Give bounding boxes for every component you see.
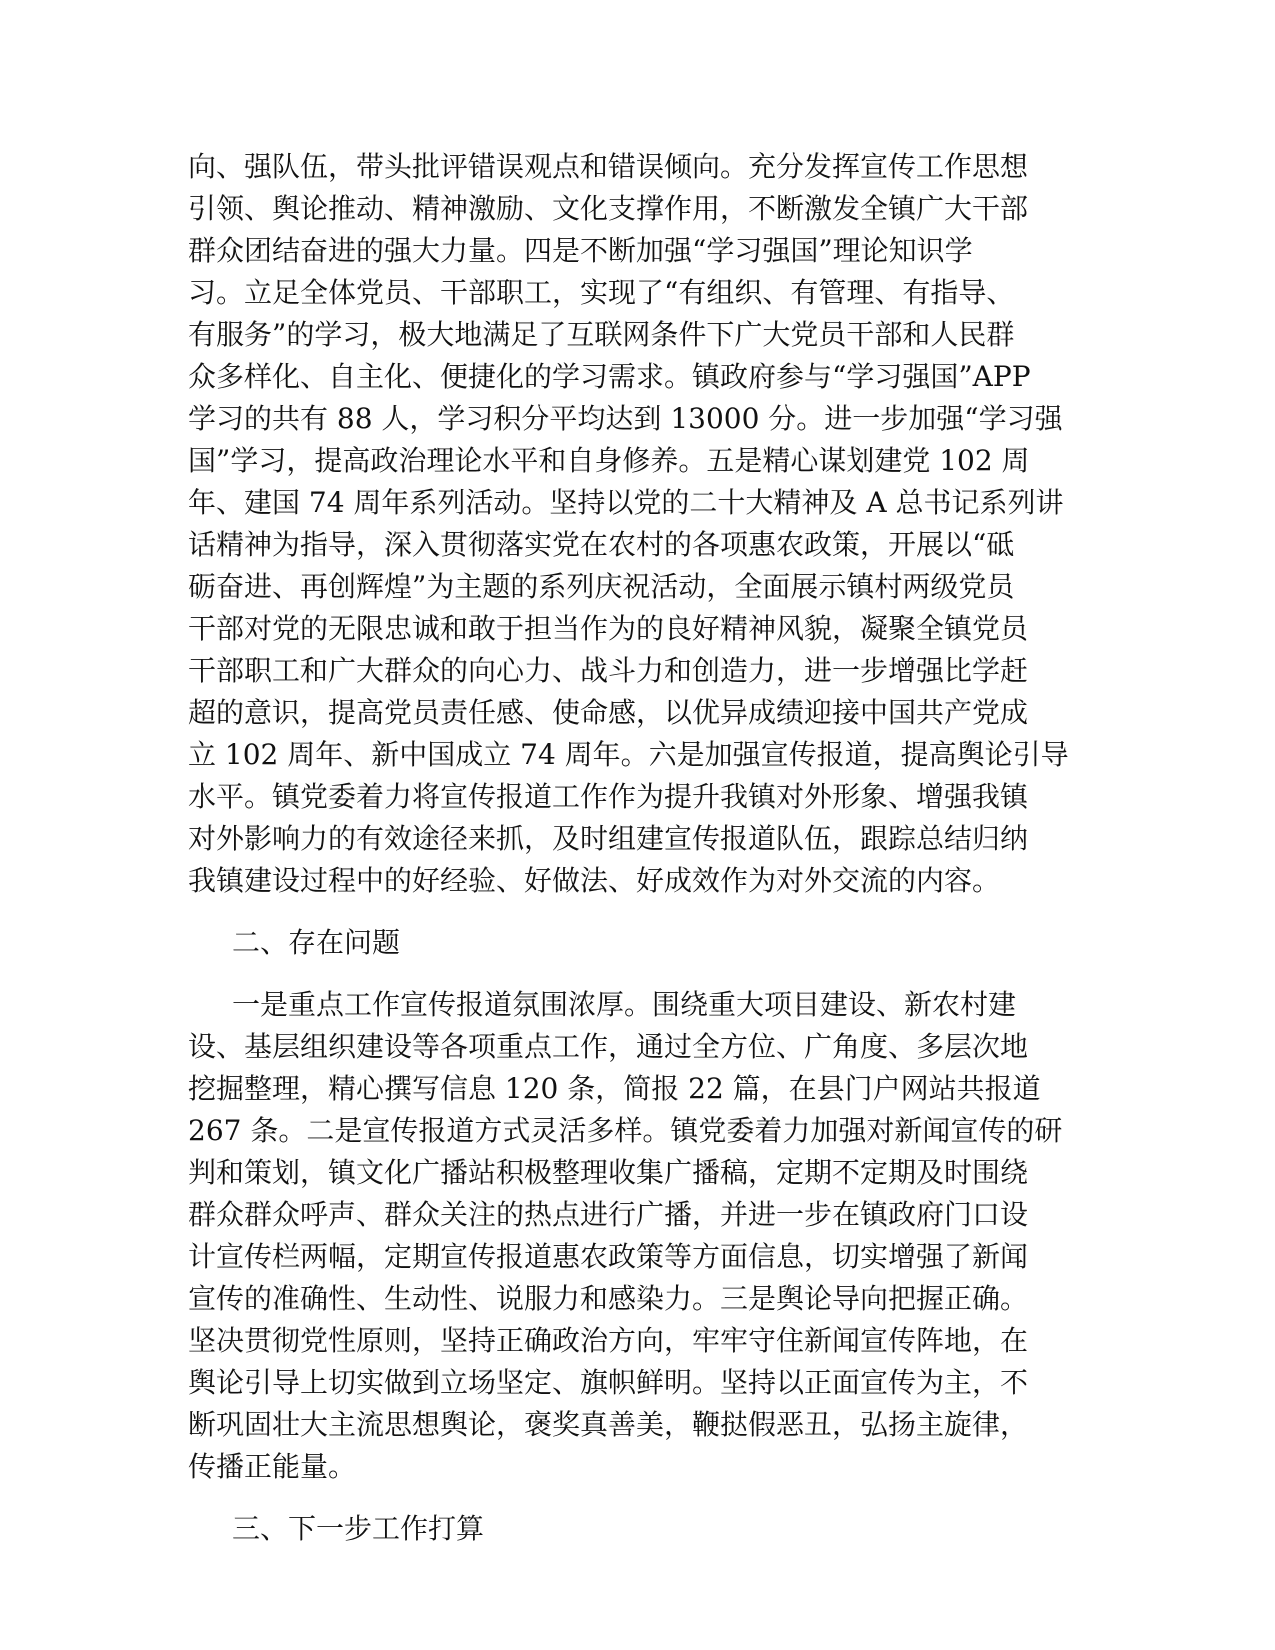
section-heading-next-steps: 三、下一步工作打算 [232,1512,485,1545]
paragraph-line: 坚决贯彻党性原则，坚持正确政治方向，牢牢守住新闻宣传阵地，在 [188,1324,1029,1357]
paragraph-line: 习。立足全体党员、干部职工，实现了“有组织、有管理、有指导、 [188,276,1015,309]
paragraph-line: 群众群众呼声、群众关注的热点进行广播，并进一步在镇政府门口设 [188,1198,1029,1231]
paragraph-line: 断巩固壮大主流思想舆论，褒奖真善美，鞭挞假恶丑，弘扬主旋律， [188,1408,1029,1441]
paragraph-line: 年、建国 74 周年系列活动。坚持以党的二十大精神及 A 总书记系列讲 [188,486,1064,519]
section-heading-problems: 二、存在问题 [232,926,401,959]
paragraph-line: 干部职工和广大群众的向心力、战斗力和创造力，进一步增强比学赶 [188,654,1029,687]
paragraph-line: 干部对党的无限忠诚和敢于担当作为的良好精神风貌，凝聚全镇党员 [188,612,1029,645]
paragraph-line: 群众团结奋进的强大力量。四是不断加强“学习强国”理论知识学 [188,234,973,267]
paragraph-line: 舆论引导上切实做到立场坚定、旗帜鲜明。坚持以正面宣传为主，不 [188,1366,1029,1399]
paragraph-line: 宣传的准确性、生动性、说服力和感染力。三是舆论导向把握正确。 [188,1282,1029,1315]
paragraph-spacer [188,964,1088,984]
paragraph-line: 判和策划，镇文化广播站积极整理收集广播稿，定期不定期及时围绕 [188,1156,1029,1189]
paragraph-line: 众多样化、自主化、便捷化的学习需求。镇政府参与“学习强国”APP [188,360,1031,393]
paragraph-line: 对外影响力的有效途径来抓，及时组建宣传报道队伍，跟踪总结归纳 [188,822,1029,855]
paragraph-spacer [188,1488,1088,1508]
paragraph-line: 向、强队伍，带头批评错误观点和错误倾向。充分发挥宣传工作思想 [188,150,1029,183]
paragraph-line: 话精神为指导，深入贯彻落实党在农村的各项惠农政策，开展以“砥 [188,528,1015,561]
paragraph-line: 立 102 周年、新中国成立 74 周年。六是加强宣传报道，提高舆论引导 [188,738,1069,771]
paragraph-line: 超的意识，提高党员责任感、使命感，以优异成绩迎接中国共产党成 [188,696,1029,729]
paragraph-line: 砺奋进、再创辉煌”为主题的系列庆祝活动，全面展示镇村两级党员 [188,570,1015,603]
paragraph-line: 267 条。二是宣传报道方式灵活多样。镇党委着力加强对新闻宣传的研 [188,1114,1063,1147]
paragraph-line: 我镇建设过程中的好经验、好做法、好成效作为对外交流的内容。 [188,864,1001,897]
paragraph-line: 国”学习，提高政治理论水平和自身修养。五是精心谋划建党 102 周 [188,444,1030,477]
paragraph-line: 学习的共有 88 人，学习积分平均达到 13000 分。进一步加强“学习强 [188,402,1063,435]
paragraph-line: 挖掘整理，精心撰写信息 120 条，简报 22 篇，在县门户网站共报道 [188,1072,1041,1105]
paragraph-line: 水平。镇党委着力将宣传报道工作作为提升我镇对外形象、增强我镇 [188,780,1029,813]
document-body [188,146,1088,1550]
paragraph-spacer [188,902,1088,922]
paragraph-line: 一是重点工作宣传报道氛围浓厚。围绕重大项目建设、新农村建 [232,988,1017,1021]
paragraph-line: 引领、舆论推动、精神激励、文化支撑作用，不断激发全镇广大干部 [188,192,1029,225]
paragraph-line: 计宣传栏两幅，定期宣传报道惠农政策等方面信息，切实增强了新闻 [188,1240,1029,1273]
paragraph-line: 设、基层组织建设等各项重点工作，通过全方位、广角度、多层次地 [188,1030,1029,1063]
paragraph-line: 传播正能量。 [188,1450,357,1483]
paragraph-line: 有服务”的学习，极大地满足了互联网条件下广大党员干部和人民群 [188,318,1015,351]
paragraph-problems [188,984,1088,1488]
paragraph-continued [188,146,1088,902]
